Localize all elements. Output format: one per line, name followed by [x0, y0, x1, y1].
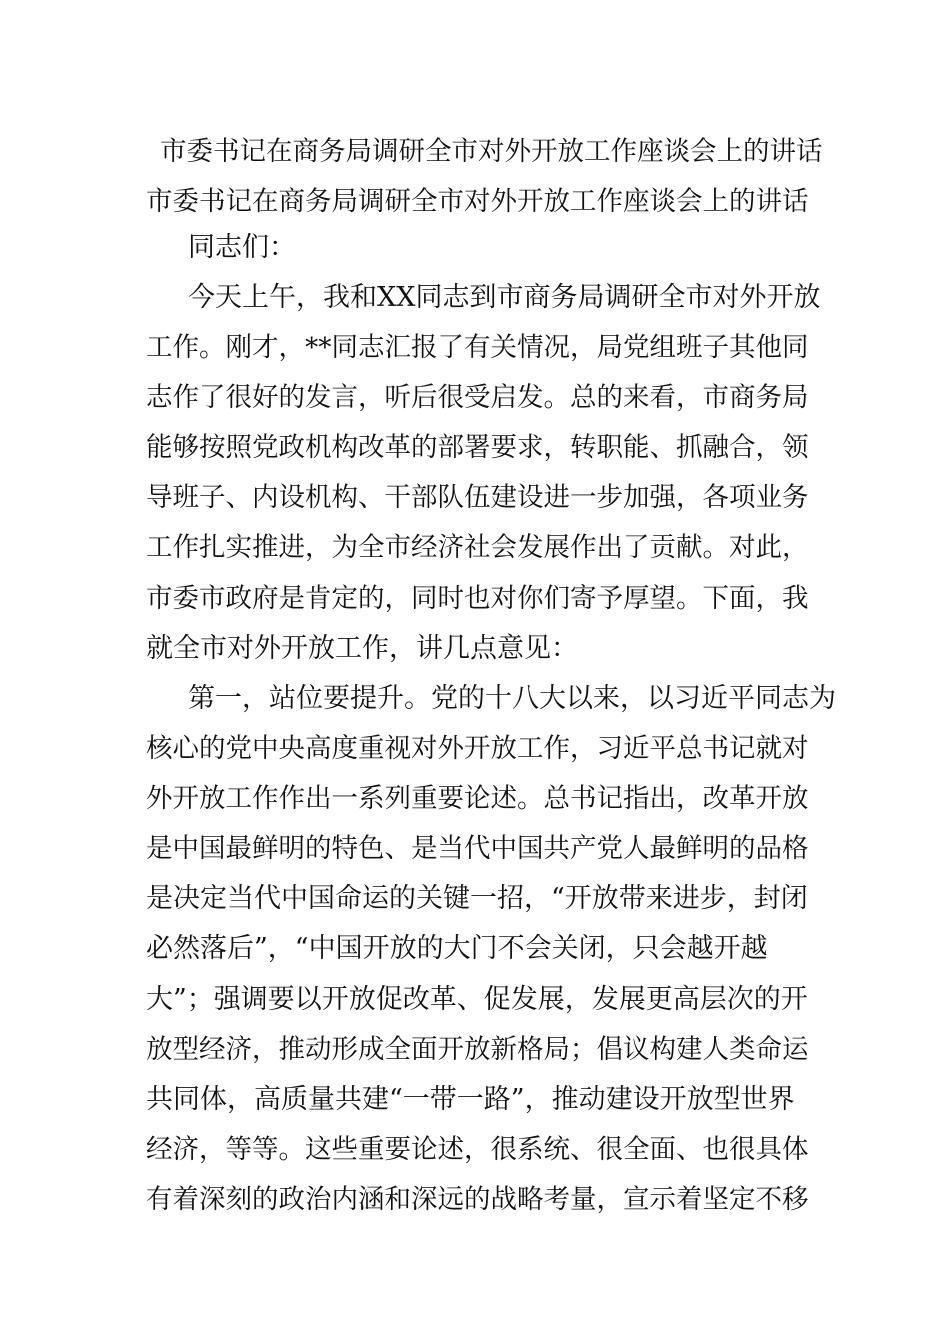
salutation: 同志们： [188, 232, 296, 263]
body-line: 工作。刚才，**同志汇报了有关情况，局党组班子其他同 [146, 332, 809, 363]
body-line: 是决定当代中国命运的关键一招，“开放带来进步，封闭 [146, 883, 808, 914]
body-line: 第一，站位要提升。党的十八大以来，以习近平同志为 [188, 683, 836, 714]
body-line: 志作了很好的发言，听后很受启发。总的来看，市商务局 [146, 382, 809, 413]
body-line: 市委市政府是肯定的，同时也对你们寄予厚望。下面，我 [146, 583, 809, 614]
title-line-1: 市委书记在商务局调研全市对外开放工作座谈会上的讲话 [160, 136, 823, 167]
body-line: 外开放工作作出一系列重要论述。总书记指出，改革开放 [146, 783, 809, 814]
body-line: 大”；强调要以开放促改革、促发展，发展更高层次的开 [146, 984, 808, 1015]
body-line: 今天上午，我和XX同志到市商务局调研全市对外开放 [188, 282, 821, 313]
body-line: 是中国最鲜明的特色、是当代中国共产党人最鲜明的品格 [146, 833, 809, 864]
body-line: 工作扎实推进，为全市经济社会发展作出了贡献。对此， [146, 532, 809, 563]
body-line: 能够按照党政机构改革的部署要求，转职能、抓融合，领 [146, 432, 809, 463]
body-line: 有着深刻的政治内涵和深远的战略考量，宣示着坚定不移 [146, 1184, 809, 1215]
body-line: 共同体，高质量共建“一带一路”，推动建设开放型世界 [146, 1084, 795, 1115]
title-line-2: 市委书记在商务局调研全市对外开放工作座谈会上的讲话 [146, 186, 809, 217]
body-line: 放型经济，推动形成全面开放新格局；倡议构建人类命运 [146, 1034, 809, 1065]
body-line: 核心的党中央高度重视对外开放工作，习近平总书记就对 [146, 733, 809, 764]
body-line: 就全市对外开放工作，讲几点意见： [146, 633, 578, 664]
body-line: 必然落后”，“中国开放的大门不会关闭，只会越开越 [146, 933, 768, 964]
body-line: 经济，等等。这些重要论述，很系统、很全面、也很具体 [146, 1134, 809, 1165]
body-line: 导班子、内设机构、干部队伍建设进一步加强，各项业务 [146, 482, 809, 513]
